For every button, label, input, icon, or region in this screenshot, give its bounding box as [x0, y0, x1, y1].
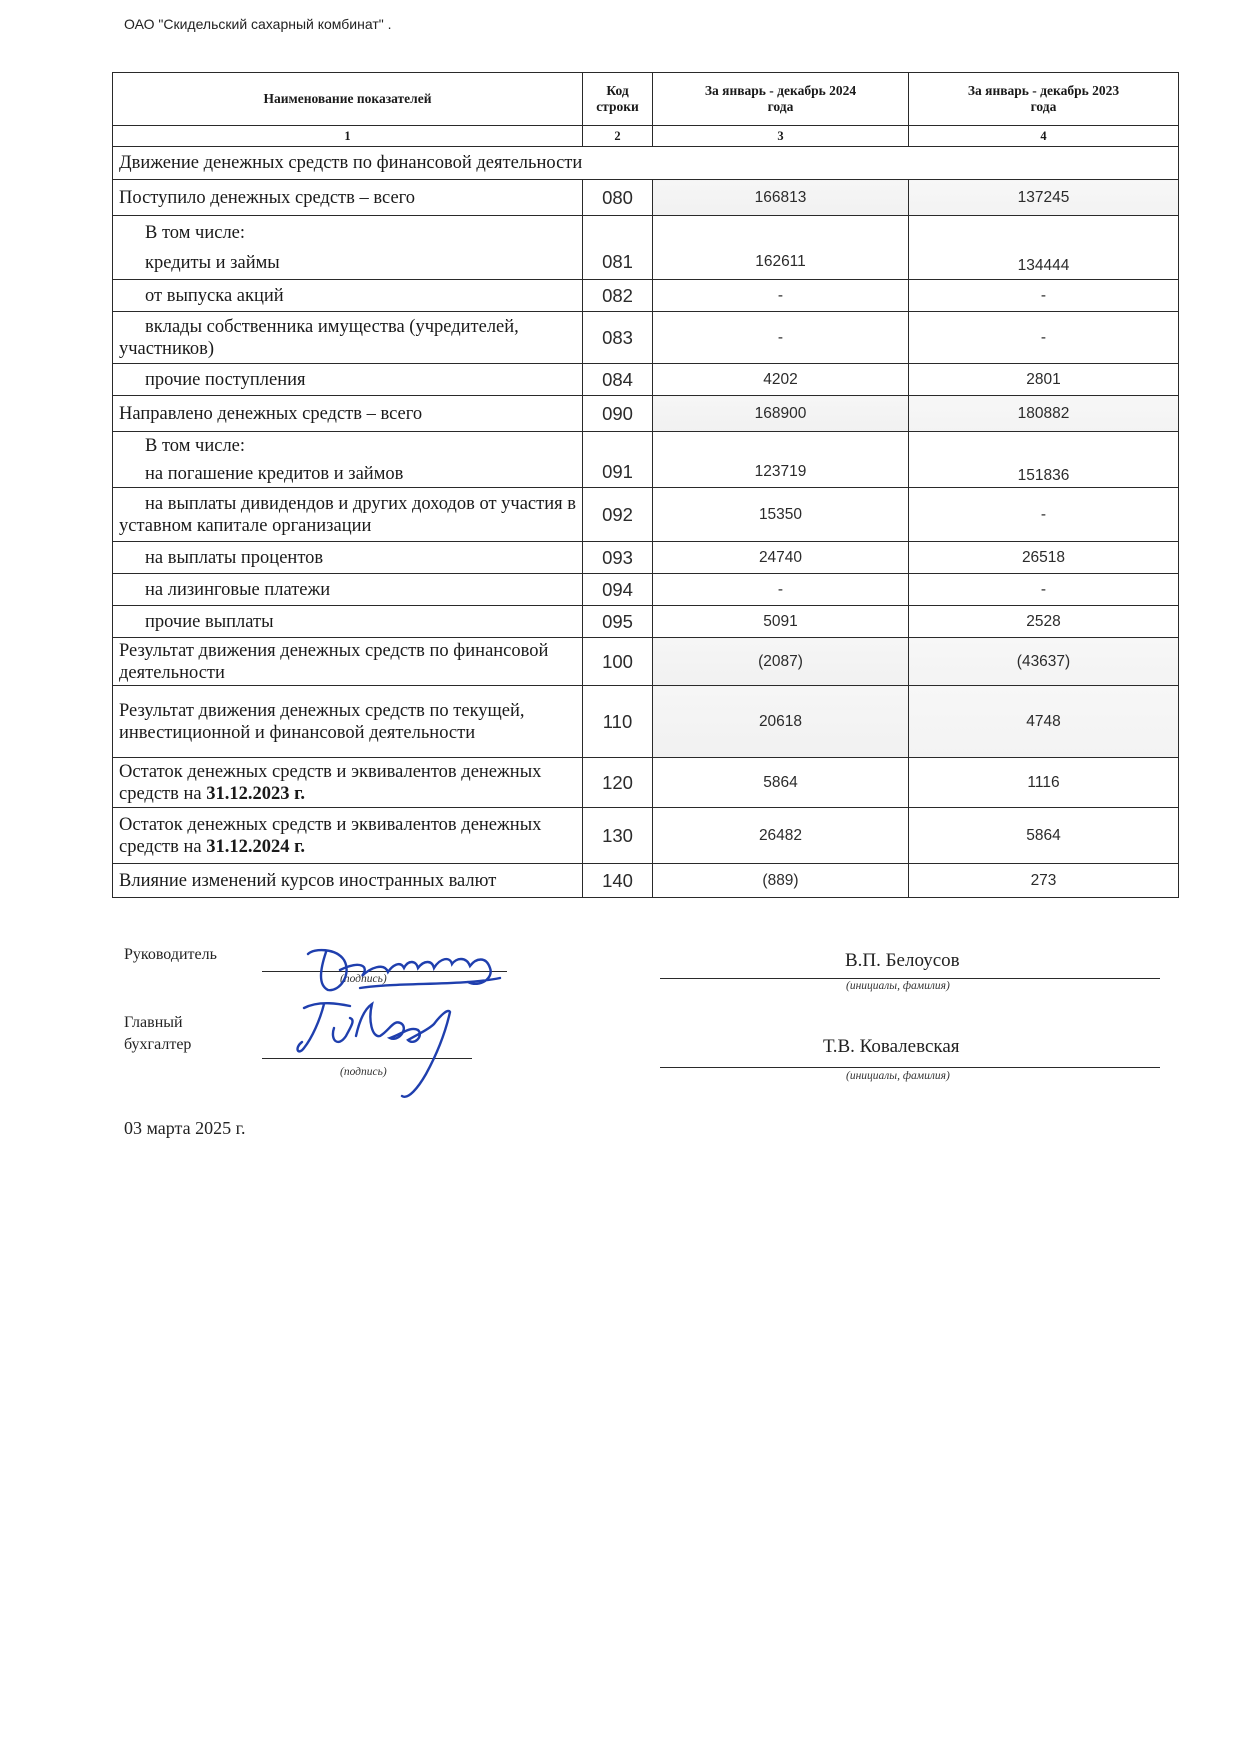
row-code: 082 [583, 280, 653, 312]
row-value-prior: - [909, 488, 1179, 542]
table-row [113, 864, 1179, 898]
row-code: 090 [583, 396, 653, 432]
accountant-label-1: Главный [124, 1014, 183, 1031]
table-row [113, 280, 1179, 312]
row-code: 120 [583, 758, 653, 808]
header-code [583, 73, 653, 126]
row-name: на лизинговые платежи [145, 579, 331, 600]
row-value-current: (2087) [653, 638, 909, 686]
row-value-current: 24740 [653, 542, 909, 574]
accountant-name-caption: (инициалы, фамилия) [846, 1070, 950, 1082]
row-code: 081 [583, 216, 653, 280]
director-signature-caption: (подпись) [340, 973, 387, 985]
row-name-date: 31.12.2024 г. [206, 836, 306, 857]
row-name: прочие поступления [145, 369, 306, 390]
row-value-current: 123719 [653, 432, 909, 488]
accountant-name: Т.В. Ковалевская [823, 1036, 960, 1057]
header-period-current [653, 73, 909, 126]
director-name-caption: (инициалы, фамилия) [846, 980, 950, 992]
row-name-cell [113, 280, 583, 312]
section-title: Движение денежных средств по финансовой деятельности [113, 147, 1179, 180]
row-value-prior: - [909, 574, 1179, 606]
row-name: Поступило денежных средств – всего [113, 180, 583, 216]
row-value-current: 166813 [653, 180, 909, 216]
table-row [113, 638, 1179, 686]
table-row [113, 216, 1179, 280]
row-value-current: - [653, 574, 909, 606]
table-row [113, 396, 1179, 432]
row-name-cell [113, 808, 583, 864]
table-row [113, 432, 1179, 488]
row-name-cell [113, 364, 583, 396]
table-row [113, 758, 1179, 808]
row-name: Результат движения денежных средств по текущей, инвестиционной и финансовой деятельности [113, 686, 583, 758]
row-name-cell [113, 606, 583, 638]
row-name: от выпуска акций [145, 285, 284, 306]
row-value-prior: - [909, 312, 1179, 364]
column-number: 4 [909, 126, 1179, 147]
table-row [113, 180, 1179, 216]
row-name-cell [113, 216, 583, 280]
table-header-row [113, 73, 1179, 126]
row-value-prior: 134444 [909, 216, 1179, 280]
row-name: на выплаты дивидендов и других доходов от участия в уставном капитале организации [119, 493, 576, 536]
cash-flow-table [112, 72, 1179, 898]
header-code-text: Код строки [596, 83, 639, 114]
row-name: на погашение кредитов и займов [145, 463, 404, 484]
row-name-cell [113, 574, 583, 606]
row-value-prior: 273 [909, 864, 1179, 898]
row-name-cell [113, 432, 583, 488]
column-number: 2 [583, 126, 653, 147]
row-value-prior: 4748 [909, 686, 1179, 758]
row-name: на выплаты процентов [145, 547, 324, 568]
row-code: 095 [583, 606, 653, 638]
row-name-cell [113, 488, 583, 542]
row-value-current: 162611 [653, 216, 909, 280]
table-row [113, 312, 1179, 364]
row-code: 083 [583, 312, 653, 364]
row-name: кредиты и займы [145, 252, 280, 273]
table-row [113, 574, 1179, 606]
row-value-prior: 2801 [909, 364, 1179, 396]
row-value-prior: (43637) [909, 638, 1179, 686]
header-name: Наименование показателей [113, 73, 583, 126]
accountant-signature [290, 990, 490, 1110]
table-row [113, 488, 1179, 542]
row-name-cell [113, 758, 583, 808]
row-code: 110 [583, 686, 653, 758]
row-name: Влияние изменений курсов иностранных валют [113, 864, 583, 898]
document-date: 03 марта 2025 г. [124, 1118, 246, 1138]
director-name-line [660, 978, 1160, 979]
row-value-current: - [653, 280, 909, 312]
column-number-row [113, 126, 1179, 147]
row-value-current: 4202 [653, 364, 909, 396]
row-name: прочие выплаты [145, 611, 274, 632]
row-code: 130 [583, 808, 653, 864]
row-value-current: (889) [653, 864, 909, 898]
row-code: 140 [583, 864, 653, 898]
director-name: В.П. Белоусов [845, 950, 960, 971]
column-number: 1 [113, 126, 583, 147]
row-code: 092 [583, 488, 653, 542]
accountant-signature-caption: (подпись) [340, 1066, 387, 1078]
director-label: Руководитель [124, 946, 217, 963]
row-subheading: В том числе: [145, 435, 246, 456]
row-value-current: 168900 [653, 396, 909, 432]
row-name: Остаток денежных средств и эквивалентов денежных средств на [119, 814, 542, 857]
row-value-current: 5091 [653, 606, 909, 638]
row-value-prior: 2528 [909, 606, 1179, 638]
row-value-prior: 137245 [909, 180, 1179, 216]
table-row [113, 542, 1179, 574]
table-row [113, 364, 1179, 396]
row-value-prior: 5864 [909, 808, 1179, 864]
row-value-prior: 1116 [909, 758, 1179, 808]
row-code: 093 [583, 542, 653, 574]
row-name: Остаток денежных средств и эквивалентов денежных средств на [119, 761, 542, 804]
row-name-cell [113, 542, 583, 574]
row-code: 094 [583, 574, 653, 606]
row-name-date: 31.12.2023 г. [206, 783, 306, 804]
row-value-current: - [653, 312, 909, 364]
row-code: 084 [583, 364, 653, 396]
row-value-prior: 26518 [909, 542, 1179, 574]
row-code: 091 [583, 432, 653, 488]
table-row [113, 606, 1179, 638]
row-value-prior: 151836 [909, 432, 1179, 488]
row-subheading: В том числе: [145, 222, 246, 243]
header-period-prior [909, 73, 1179, 126]
header-period-current-text: За январь - декабрь 2024 года [704, 83, 857, 114]
row-name-cell [113, 312, 583, 364]
row-value-current: 15350 [653, 488, 909, 542]
accountant-name-line [660, 1067, 1160, 1068]
row-name: Результат движения денежных средств по финансовой деятельности [113, 638, 583, 686]
row-value-current: 20618 [653, 686, 909, 758]
column-number: 3 [653, 126, 909, 147]
company-name: ОАО "Скидельский сахарный комбинат" . [124, 16, 392, 32]
row-code: 100 [583, 638, 653, 686]
table-row [113, 808, 1179, 864]
section-title-row [113, 147, 1179, 180]
row-name: вклады собственника имущества (учредителей, участников) [119, 316, 519, 359]
row-value-current: 5864 [653, 758, 909, 808]
table-row [113, 686, 1179, 758]
accountant-label-2: бухгалтер [124, 1036, 192, 1053]
row-value-current: 26482 [653, 808, 909, 864]
row-name: Направлено денежных средств – всего [113, 396, 583, 432]
row-value-prior: - [909, 280, 1179, 312]
header-period-prior-text: За январь - декабрь 2023 года [967, 83, 1120, 114]
row-code: 080 [583, 180, 653, 216]
row-value-prior: 180882 [909, 396, 1179, 432]
